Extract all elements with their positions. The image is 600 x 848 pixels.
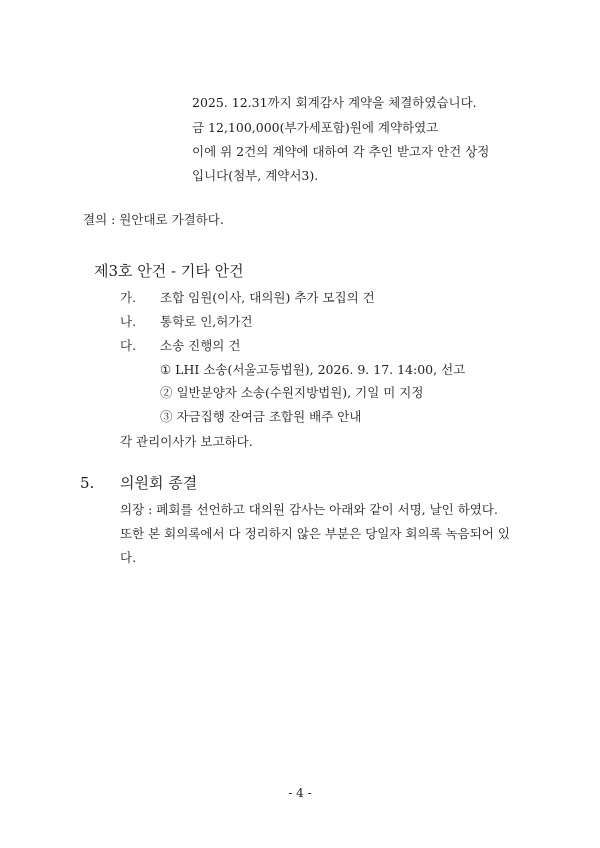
- lawsuit-subitem-2: ② 일반분양자 소송(수원지방법원), 기일 미 지정: [160, 385, 424, 400]
- agenda3-item-b-marker: 나.: [120, 314, 137, 329]
- agenda3-item-a-text: 조합 임원(이사, 대의원) 추가 모집의 건: [160, 290, 375, 305]
- resolution-text: 결의 : 원안대로 가결하다.: [83, 212, 224, 227]
- lawsuit-subitem-3: ③ 자금집행 잔여금 조합원 배주 안내: [160, 409, 362, 424]
- continuation-line-4: 입니다(첨부, 계약서3).: [192, 168, 319, 183]
- section5-line-2: 또한 본 회의록에서 다 정리하지 않은 부분은 당일자 회의록 녹음되어 있: [120, 526, 510, 541]
- agenda3-item-a-marker: 가.: [120, 290, 137, 305]
- section5-number: 5.: [80, 474, 95, 492]
- agenda3-title: 제3호 안건 - 기타 안건: [94, 262, 244, 280]
- continuation-line-2: 금 12,100,000(부가세포함)원에 계약하였고: [192, 120, 439, 135]
- continuation-line-1: 2025. 12.31까지 회계감사 계약을 체결하였습니다.: [192, 95, 477, 110]
- lawsuit-subitem-1: ① LHI 소송(서울고등법원), 2026. 9. 17. 14:00, 선고: [160, 362, 466, 377]
- section5-title: 의원회 종결: [120, 474, 198, 492]
- agenda3-item-b-text: 통학로 인,허가건: [160, 314, 253, 329]
- section5-line-3: 다.: [120, 550, 137, 565]
- page-number: - 4 -: [288, 786, 312, 800]
- agenda3-item-c-marker: 다.: [120, 338, 137, 353]
- section5-line-1: 의장 : 폐회를 선언하고 대의원 감사는 아래와 같이 서명, 날인 하였다.: [120, 502, 498, 517]
- agenda3-item-c-text: 소송 진행의 건: [160, 338, 241, 353]
- agenda3-report: 각 관리이사가 보고하다.: [120, 434, 253, 449]
- continuation-line-3: 이에 위 2건의 계약에 대하여 각 추인 받고자 안건 상정: [192, 144, 490, 159]
